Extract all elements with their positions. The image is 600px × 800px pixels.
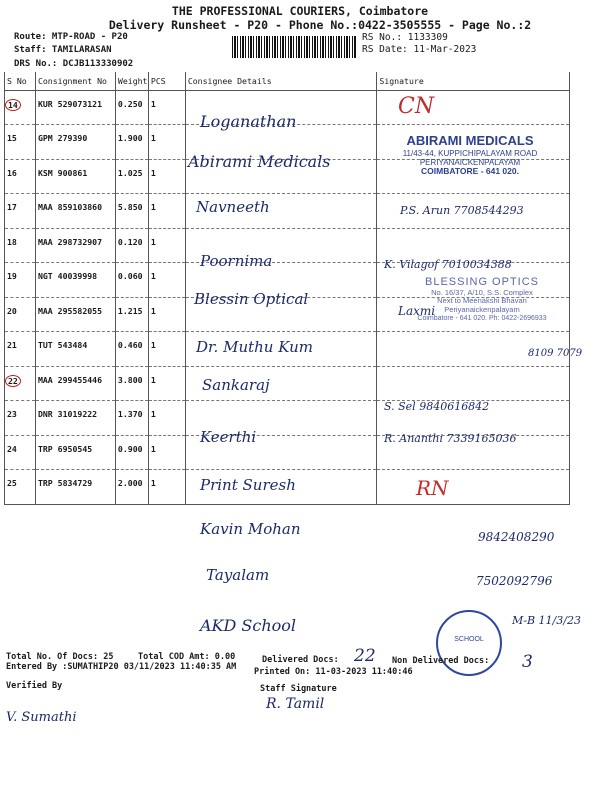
row-pcs: 1 bbox=[148, 470, 185, 505]
col-consignee: Consignee Details bbox=[185, 72, 377, 90]
stamp-line: ABIRAMI MEDICALS bbox=[406, 133, 534, 148]
row-consignment: KSM 900861 bbox=[35, 159, 115, 194]
col-weight: Weight bbox=[115, 72, 148, 90]
non-delivered-label: Non Delivered Docs: bbox=[392, 656, 490, 666]
consignee-handwriting: Tayalam bbox=[206, 566, 270, 584]
row-consignment: DNR 31019222 bbox=[35, 401, 115, 436]
consignee-handwriting: Abirami Medicals bbox=[188, 152, 331, 171]
signature-row-23: 9842408290 bbox=[478, 530, 555, 544]
row-pcs: 1 bbox=[148, 159, 185, 194]
row-weight: 2.000 bbox=[115, 470, 148, 505]
row-weight: 1.900 bbox=[115, 125, 148, 160]
row-consignment: MAA 859103860 bbox=[35, 194, 115, 229]
row-pcs: 1 bbox=[148, 366, 185, 401]
row-consignment: KUR 529073121 bbox=[35, 90, 115, 125]
school-seal: SCHOOL bbox=[436, 610, 502, 676]
row-weight: 5.850 bbox=[115, 194, 148, 229]
row-pcs: 1 bbox=[148, 90, 185, 125]
consignee-handwriting: Loganathan bbox=[200, 112, 297, 131]
runsheet-title: Delivery Runsheet - P20 - Phone No.:0422-3505555 - Page No.:2 bbox=[108, 18, 532, 32]
signature-row-24: 7502092796 bbox=[476, 574, 553, 588]
non-delivered-value: 3 bbox=[522, 652, 533, 672]
row-consignment: MAA 299455446 bbox=[35, 366, 115, 401]
table-row bbox=[5, 366, 570, 401]
row-pcs: 1 bbox=[148, 263, 185, 298]
row-pcs: 1 bbox=[148, 435, 185, 470]
stamp-line: BLESSING OPTICS bbox=[424, 276, 540, 288]
signature-row-14: CN bbox=[398, 94, 435, 119]
consignee-handwriting: Keerthi bbox=[200, 428, 257, 446]
stamp-line: Coimbatore - 641 020. Ph: 0422-2696933 bbox=[417, 314, 547, 322]
entered-by: Entered By :SUMATHIP20 03/11/2023 11:40:35 AM bbox=[6, 662, 237, 672]
col-signature: Signature bbox=[377, 72, 570, 90]
consignee-handwriting: Kavin Mohan bbox=[200, 520, 301, 538]
row-sno: 17 bbox=[5, 194, 36, 229]
row-sno: 15 bbox=[5, 125, 36, 160]
col-pcs: PCS bbox=[148, 72, 185, 90]
row-sno: 20 bbox=[5, 297, 36, 332]
row-weight: 1.215 bbox=[115, 297, 148, 332]
consignee-handwriting: Dr. Muthu Kum bbox=[196, 338, 313, 356]
table-header-row bbox=[5, 72, 570, 90]
drs-label: DRS No.: DCJB113330902 bbox=[14, 59, 134, 69]
col-sno: S No bbox=[5, 72, 36, 90]
row-consignment: TUT 543484 bbox=[35, 332, 115, 367]
consignee-handwriting: Navneeth bbox=[196, 198, 270, 216]
staff-signature: R. Tamil bbox=[266, 696, 325, 712]
route-label: Route: MTP-ROAD - P20 bbox=[14, 32, 128, 42]
stamp-line: COIMBATORE - 641 020. bbox=[421, 166, 519, 177]
row-weight: 0.250 bbox=[115, 90, 148, 125]
row-sno: 25 bbox=[5, 470, 36, 505]
row-weight: 3.800 bbox=[115, 366, 148, 401]
row-consignment: MAA 295582055 bbox=[35, 297, 115, 332]
consignee-handwriting: Sankaraj bbox=[202, 376, 270, 394]
row-sno: 24 bbox=[5, 435, 36, 470]
stamp-line: Periyanaickenpalayam bbox=[444, 304, 520, 314]
delivered-docs-label: Delivered Docs: bbox=[262, 655, 339, 665]
row-pcs: 1 bbox=[148, 228, 185, 263]
consignee-handwriting: Poornima bbox=[200, 252, 273, 270]
row-weight: 1.025 bbox=[115, 159, 148, 194]
signature-row-25: M-B 11/3/23 bbox=[512, 614, 581, 627]
row-weight: 0.900 bbox=[115, 435, 148, 470]
row-pcs: 1 bbox=[148, 125, 185, 160]
consignee-handwriting: AKD School bbox=[200, 616, 297, 635]
total-cod: Total COD Amt: 0.00 bbox=[138, 652, 236, 662]
row-sno: 16 bbox=[5, 159, 36, 194]
staff-signature-label: Staff Signature bbox=[260, 684, 337, 694]
row-pcs: 1 bbox=[148, 332, 185, 367]
verified-by-label: Verified By bbox=[6, 681, 63, 691]
company-title: THE PROFESSIONAL COURIERS, Coimbatore bbox=[171, 4, 429, 18]
rs-date: RS Date: 11-Mar-2023 bbox=[362, 44, 477, 55]
row-sno: 19 bbox=[5, 263, 36, 298]
barcode bbox=[232, 36, 356, 58]
signature-row-22: RN bbox=[416, 476, 449, 500]
consignee-handwriting: Print Suresh bbox=[200, 476, 296, 494]
signature-row-19: 8109 7079 bbox=[528, 348, 583, 359]
row-consignment: TRP 5834729 bbox=[35, 470, 115, 505]
signature-row-17: K. Vilagof 7010034388 bbox=[384, 258, 512, 271]
printed-on: Printed On: 11-03-2023 11:40:46 bbox=[254, 667, 413, 677]
row-pcs: 1 bbox=[148, 401, 185, 436]
rs-no: RS No.: 1133309 bbox=[362, 32, 448, 43]
delivered-docs-value: 22 bbox=[354, 646, 376, 666]
consignee-handwriting: Blessin Optical bbox=[194, 290, 309, 308]
row-consignment: NGT 40039998 bbox=[35, 263, 115, 298]
stamp-line: 11/43-44, KUPPICHIPALAYAM ROAD bbox=[402, 148, 538, 158]
abirami-stamp bbox=[384, 134, 556, 177]
row-pcs: 1 bbox=[148, 297, 185, 332]
row-consignment: MAA 298732907 bbox=[35, 228, 115, 263]
row-sno: 18 bbox=[5, 228, 36, 263]
signature-row-20: S. Sel 9840616842 bbox=[384, 400, 490, 413]
staff-label: Staff: TAMILARASAN bbox=[14, 45, 112, 55]
col-consignment: Consignment No bbox=[35, 72, 115, 90]
row-sno: 23 bbox=[5, 401, 36, 436]
verified-signature: V. Sumathi bbox=[6, 710, 77, 725]
row-weight: 1.370 bbox=[115, 401, 148, 436]
row-weight: 0.460 bbox=[115, 332, 148, 367]
row-consignment: TRP 6950545 bbox=[35, 435, 115, 470]
stamp-line: PERIYANAICKENPALAYAM bbox=[419, 158, 521, 168]
signature-row-16: P.S. Arun 7708544293 bbox=[400, 204, 524, 217]
row-sno: 22 bbox=[5, 375, 21, 387]
row-weight: 0.120 bbox=[115, 228, 148, 263]
stamp-line: No. 16/37, A/10, S.S. Complex bbox=[431, 287, 533, 297]
signature-row-18: Laxmi bbox=[398, 304, 436, 318]
total-docs: Total No. Of Docs: 25 bbox=[6, 652, 114, 662]
row-weight: 0.060 bbox=[115, 263, 148, 298]
row-pcs: 1 bbox=[148, 194, 185, 229]
row-sno: 14 bbox=[5, 99, 21, 111]
row-sno: 21 bbox=[5, 332, 36, 367]
signature-row-21: R. Ananthi 7339165036 bbox=[384, 432, 517, 445]
row-consignment: GPM 279390 bbox=[35, 125, 115, 160]
stamp-line: Next to Meenakshi Bhavan bbox=[437, 296, 527, 306]
